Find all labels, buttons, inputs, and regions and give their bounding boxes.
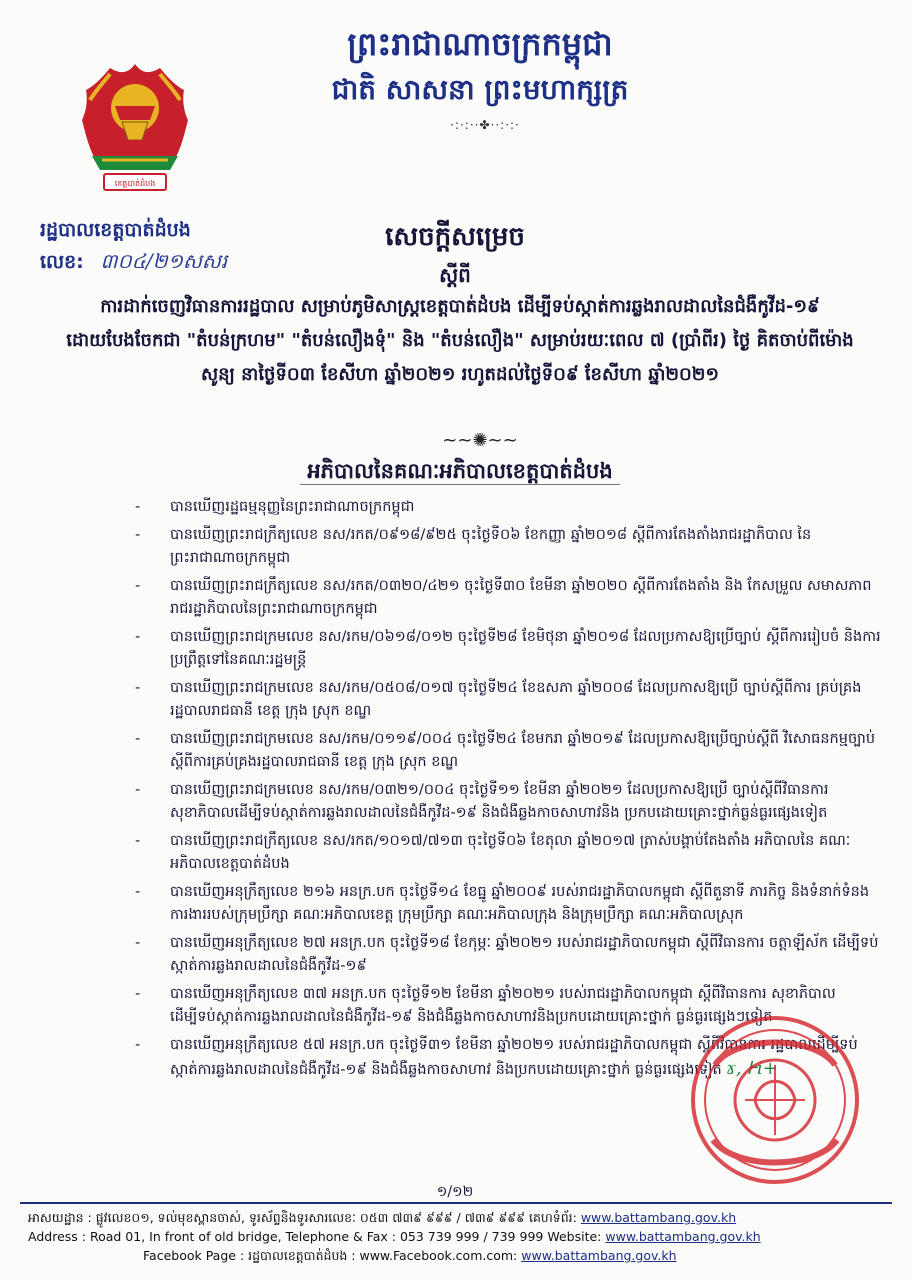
reference-number: ៣០៤/២១សសរ bbox=[100, 249, 228, 273]
issuer-heading: អភិបាលនៃគណៈអភិបាលខេត្តបាត់ដំបង bbox=[307, 459, 613, 483]
document-subject: ការដាក់ចេញវិធានការរដ្ឋបាល សម្រាប់ភូមិសាស្ត្រខេត្តបាត់ដំបង ដើម្បីទប់ស្កាត់ការឆ្លងរាលដាលនៃជំងឺកូវីដ-១៩ ដោយបែងចែកជា "តំបន់ក្រហម" "តំបន់លឿងទុំ" និង "តំបន់លឿង" សម្រាប់រយៈពេល ៧ (ប្រាំពីរ) ថ្ងៃ គិតចាប់ពីម៉ោងសូន្យ នាថ្ងៃទី០៣ ខែសីហា ឆ្នាំ២០២១ រហូតដល់ថ្ងៃទី០៩ ខែសីហា ឆ្នាំ២០២១ bbox=[66, 296, 854, 385]
list-item: - បានឃើញអនុក្រឹត្យលេខ ៥៧ អនក្រ.បក ចុះថ្ងៃទី៣១ ខែមីនា ឆ្នាំ២០២១ របស់រាជរដ្ឋាភិបាលកម្ពុជា ស្តីពីវិធានការ រដ្ឋបាលដើម្បីទប់ស្កាត់ការឆ្លងរាលដាលនៃជំងឺកូវីដ-១៩ និងជំងឺឆ្លងកាចសាហាវ និងប្រកបដោយគ្រោះថ្នាក់ ធ្ងន់ធ្ងរផ្សេងទៀត ɤ, Ꮀi+ bbox=[135, 1037, 858, 1079]
official-red-seal-icon bbox=[665, 1005, 885, 1185]
footer-facebook: Facebook Page : រដ្ឋបាលខេត្តបាត់ដំបង : www.Facebook.com.com: www.battambang.gov.kh bbox=[143, 1248, 677, 1263]
list-item: - បានឃើញរដ្ឋធម្មនុញ្ញនៃព្រះរាជាណាចក្រកម្ពុជា bbox=[135, 499, 415, 515]
footer-address-en: Address : Road 01, In front of old bridge, Telephone & Fax : 053 739 999 / 739 999 Website: www.battambang.gov.kh bbox=[28, 1229, 761, 1244]
kingdom-heading: ព្រះរាជាណាចក្រកម្ពុជា bbox=[347, 25, 613, 63]
list-item: - បានឃើញព្រះរាជក្រឹត្យលេខ នស/រកត/០៩១៨/៩២៥ ចុះថ្ងៃទី០៦ ខែកញ្ញា ឆ្នាំ២០១៨ ស្តីពីការតែងតាំងរាជរដ្ឋាភិបាល នៃព្រះរាជាណាចក្រកម្ពុជា bbox=[135, 527, 812, 566]
emblem-caption: ខេត្តបាត់ដំបង bbox=[114, 179, 156, 188]
list-item: - បានឃើញព្រះរាជក្រមលេខ នស/រកម/០៣២១/០០៤ ចុះថ្ងៃទី១១ ខែមីនា ឆ្នាំ២០២១ ដែលប្រកាសឱ្យប្រើ ច្បាប់ស្តីពីវិធានការសុខាភិបាលដើម្បីទប់ស្កាត់ការឆ្លងរាលដាលនៃជំងឺកូវីដ-១៩ និងជំងឺឆ្លងកាចសាហាវនិង ប្រកបដោយគ្រោះថ្នាក់ធ្ងន់ធ្ងរផ្សេងទៀត bbox=[135, 782, 829, 821]
list-item: - បានឃើញអនុក្រឹត្យលេខ ២១៦ អនក្រ.បក ចុះថ្ងៃទី១៤ ខែធ្នូ ឆ្នាំ២០០៩ របស់រាជរដ្ឋាភិបាលកម្ពុជា ស្តីពីតួនាទី ភារកិច្ច និងទំនាក់ទំនងការងាររបស់ក្រុមប្រឹក្សា គណៈអភិបាលខេត្ត ក្រុមប្រឹក្សា គណៈអភិបាលក្រុង និងក្រុមប្រឹក្សា គណៈអភិបាលស្រុក bbox=[135, 884, 870, 923]
handwritten-initials: ɤ, Ꮀi+ bbox=[725, 1058, 778, 1079]
issuer-underline bbox=[300, 484, 620, 485]
footer bbox=[28, 1208, 888, 1265]
website-link[interactable]: www.battambang.gov.kh bbox=[521, 1248, 677, 1263]
regarding-label: ស្តីពី bbox=[439, 263, 471, 287]
reference-row bbox=[40, 248, 227, 278]
header-ornament: ·:·:··✤··:·:· bbox=[450, 118, 520, 132]
divider-ornament: ~~✺~~ bbox=[442, 430, 518, 451]
list-item: - បានឃើញព្រះរាជក្រមលេខ នស/រកម/០៦១៨/០១២ ចុះថ្ងៃទី២៨ ខែមិថុនា ឆ្នាំ២០១៨ ដែលប្រកាសឱ្យប្រើច្បាប់ ស្តីពីការរៀបចំ និងការប្រព្រឹត្តទៅនៃគណៈរដ្ឋមន្ត្រី bbox=[135, 629, 881, 668]
list-item: - បានឃើញអនុក្រឹត្យលេខ ២៧ អនក្រ.បក ចុះថ្ងៃទី១៨ ខែកុម្ភៈ ឆ្នាំ២០២១ របស់រាជរដ្ឋាភិបាលកម្ពុជា ស្តីពីវិធានការ ចត្តាឡីស័ក ដើម្បីទប់ស្កាត់ការឆ្លងរាលដាលនៃជំងឺកូវីដ-១៩ bbox=[135, 935, 879, 974]
provincial-emblem-icon bbox=[80, 60, 190, 210]
recitals-list bbox=[135, 496, 885, 1087]
website-link[interactable]: www.battambang.gov.kh bbox=[605, 1229, 761, 1244]
document-title: សេចក្តីសម្រេច bbox=[385, 222, 525, 252]
list-item: - បានឃើញអនុក្រឹត្យលេខ ៣៧ អនក្រ.បក ចុះថ្ងៃទី១២ ខែមីនា ឆ្នាំ២០២១ របស់រាជរដ្ឋាភិបាលកម្ពុជា ស្តីពីវិធានការ សុខាភិបាល ដើម្បីទប់ស្កាត់ការឆ្លងរាលដាលនៃជំងឺកូវីដ-១៩ និងជំងឺឆ្លងកាចសាហាវនិងប្រកបដោយគ្រោះថ្នាក់ ធ្ងន់ធ្ងរផ្សេងៗទៀត bbox=[135, 986, 836, 1025]
national-motto: ជាតិ សាសនា ព្រះមហាក្សត្រ bbox=[331, 73, 629, 106]
list-item: - បានឃើញព្រះរាជក្រឹត្យលេខ នស/រកត/១០១៧/៧១៣ ចុះថ្ងៃទី០៦ ខែតុលា ឆ្នាំ២០១៧ ត្រាស់បង្គាប់តែងតាំង អភិបាលនៃ គណៈអភិបាលខេត្តបាត់ដំបង bbox=[135, 833, 851, 872]
list-item: - បានឃើញព្រះរាជក្រមលេខ នស/រកម/០១១៩/០០៤ ចុះថ្ងៃទី២៤ ខែមករា ឆ្នាំ២០១៩ ដែលប្រកាសឱ្យប្រើច្បាប់ស្តីពី វិសោធនកម្មច្បាប់ ស្តីពីការគ្រប់គ្រងរដ្ឋបាលរាជធានី ខេត្ត ក្រុង ស្រុក ខណ្ឌ bbox=[135, 731, 876, 770]
list-item: - បានឃើញព្រះរាជក្រឹត្យលេខ នស/រកត/០៣២០/៤២១ ចុះថ្ងៃទី៣០ ខែមីនា ឆ្នាំ២០២០ ស្តីពីការតែងតាំង និង កែសម្រួល សមាសភាពរាជរដ្ឋាភិបាលនៃព្រះរាជាណាចក្រកម្ពុជា bbox=[135, 578, 872, 617]
website-link[interactable]: www.battambang.gov.kh bbox=[580, 1210, 737, 1225]
footer-divider bbox=[20, 1202, 892, 1204]
issuing-administration: រដ្ឋបាលខេត្តបាត់ដំបង bbox=[40, 219, 191, 241]
page-number: ១/១២ bbox=[436, 1184, 474, 1200]
list-item: - បានឃើញព្រះរាជក្រមលេខ នស/រកម/០៥០៨/០១៧ ចុះថ្ងៃទី២៤ ខែឧសភា ឆ្នាំ២០០៨ ដែលប្រកាសឱ្យប្រើ ច្បាប់ស្តីពីការ គ្រប់គ្រងរដ្ឋបាលរាជធានី ខេត្ត ក្រុង ស្រុក ខណ្ឌ bbox=[135, 680, 862, 719]
footer-address-kh: អាសយដ្ឋាន : ផ្លូវលេខ០១, ទល់មុខស្ពានចាស់, ទូរស័ព្ទនិងទូរសារលេខៈ ០៥៣ ៧៣៩ ៩៩៩ / ៧៣៩ ៩៩៩ គេហទំព័រ: www.battambang.gov.kh bbox=[28, 1210, 737, 1225]
reference-label: លេខ: bbox=[40, 251, 84, 273]
